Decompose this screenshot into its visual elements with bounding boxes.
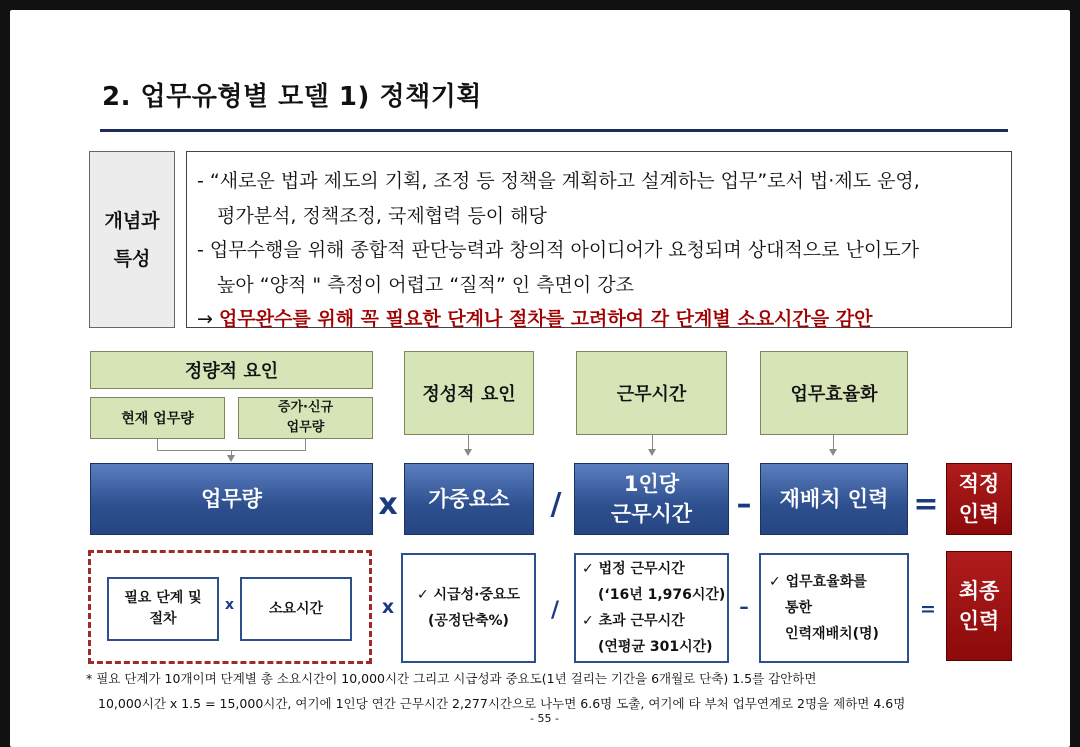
current-workload-box: 현재 업무량 bbox=[90, 397, 225, 439]
final-line2: 인력 bbox=[958, 609, 1000, 633]
steps-line2: 절차 bbox=[149, 611, 177, 627]
minus-operator: – bbox=[736, 486, 752, 522]
hours-line1: ✓ 법정 근무시간 bbox=[582, 561, 685, 577]
arrow-icon: → bbox=[197, 308, 213, 330]
steps-box bbox=[107, 577, 219, 641]
per-person-line1: 1인당 bbox=[623, 472, 680, 496]
eff-line2: 통한 bbox=[785, 600, 813, 616]
concept-line: 평가분석, 정책조정, 국제협력 등이 해당 bbox=[217, 204, 547, 227]
title-underline bbox=[100, 129, 1008, 132]
divide-operator: / bbox=[550, 597, 560, 623]
arrow-down-icon bbox=[464, 449, 472, 456]
per-person-line2: 근무시간 bbox=[610, 502, 693, 526]
connector-line bbox=[305, 439, 306, 450]
result-line1: 적정 bbox=[958, 472, 1000, 496]
footnote-line2: 10,000시간 x 1.5 = 15,000시간, 여기에 1인당 연간 근무시간 2,277시간으로 나누면 6.6명 도출, 여기에 타 부처 업무연계로 2명을 제하면 4.6명 bbox=[98, 696, 906, 711]
hours-line4: (연평균 301시간) bbox=[598, 639, 713, 655]
concept-description bbox=[186, 151, 1012, 328]
final-line1: 최종 bbox=[958, 579, 1000, 603]
concept-label bbox=[89, 151, 175, 328]
efficiency-detail-box bbox=[759, 553, 909, 663]
equals-operator: = bbox=[920, 598, 936, 620]
workload-box: 업무량 bbox=[90, 463, 373, 535]
concept-line: 높아 “양적 " 측정이 어렵고 “질적” 인 측면이 강조 bbox=[217, 273, 634, 296]
eff-line3: 인력재배치(명) bbox=[785, 626, 879, 642]
new-workload-line1: 증가·신규 bbox=[277, 400, 334, 415]
page-number: - 55 - bbox=[530, 712, 559, 725]
small-multiply-operator: x bbox=[224, 597, 235, 613]
concept-line: - “새로운 법과 제도의 기획, 조정 등 정책을 계획하고 설계하는 업무”로서 법·제도 운영, bbox=[197, 170, 920, 192]
multiply-operator: x bbox=[378, 486, 398, 522]
divide-operator: / bbox=[550, 486, 562, 522]
final-staff-box bbox=[946, 551, 1012, 661]
equals-operator: = bbox=[913, 486, 939, 522]
connector-line bbox=[652, 435, 653, 450]
arrow-down-icon bbox=[227, 455, 235, 462]
adequate-staff-box bbox=[946, 463, 1012, 535]
per-person-hours-box bbox=[574, 463, 729, 535]
connector-line bbox=[468, 435, 469, 450]
arrow-down-icon bbox=[829, 449, 837, 456]
urgency-line2: (공정단축%) bbox=[428, 613, 509, 629]
minus-operator: – bbox=[739, 596, 749, 618]
multiply-operator: x bbox=[381, 596, 395, 618]
concept-label-line2: 특성 bbox=[113, 247, 151, 270]
qualitative-factor-box: 정성적 요인 bbox=[404, 351, 534, 435]
result-line2: 인력 bbox=[958, 502, 1000, 526]
efficiency-box: 업무효율화 bbox=[760, 351, 908, 435]
arrow-down-icon bbox=[648, 449, 656, 456]
weight-factor-box: 가중요소 bbox=[404, 463, 534, 535]
concept-line: - 업무수행을 위해 종합적 판단능력과 창의적 아이디어가 요청되며 상대적으로 난이도가 bbox=[197, 239, 919, 261]
urgency-line1: ✓ 시급성·중요도 bbox=[416, 587, 521, 603]
hours-line2: (‘16년 1,976시간) bbox=[598, 587, 726, 603]
new-workload-box bbox=[238, 397, 373, 439]
redeploy-box: 재배치 인력 bbox=[760, 463, 908, 535]
concept-highlight-line bbox=[197, 302, 1003, 337]
page-title: 2. 업무유형별 모델 1) 정책기획 bbox=[102, 82, 482, 112]
connector-line bbox=[833, 435, 834, 450]
eff-line1: ✓ 업무효율화를 bbox=[769, 574, 867, 590]
quantitative-factor-box: 정량적 요인 bbox=[90, 351, 373, 389]
hours-line3: ✓ 초과 근무시간 bbox=[582, 613, 685, 629]
work-hours-detail-box bbox=[574, 553, 729, 663]
connector-line bbox=[157, 439, 158, 450]
steps-line1: 필요 단계 및 bbox=[124, 590, 202, 606]
footnote-line1: * 필요 단계가 10개이며 단계별 총 소요시간이 10,000시간 그리고 시급성과 중요도(1년 걸리는 기간을 6개월로 단축) 1.5를 감안하면 bbox=[86, 671, 817, 686]
concept-label-line1: 개념과 bbox=[104, 209, 160, 232]
time-required-box: 소요시간 bbox=[240, 577, 352, 641]
concept-highlight: 업무완수를 위해 꼭 필요한 단계나 절차를 고려하여 각 단계별 소요시간을 감안 bbox=[218, 308, 873, 330]
new-workload-line2: 업무량 bbox=[286, 420, 325, 435]
document-page bbox=[10, 10, 1070, 747]
work-hours-box: 근무시간 bbox=[576, 351, 727, 435]
urgency-box bbox=[401, 553, 536, 663]
